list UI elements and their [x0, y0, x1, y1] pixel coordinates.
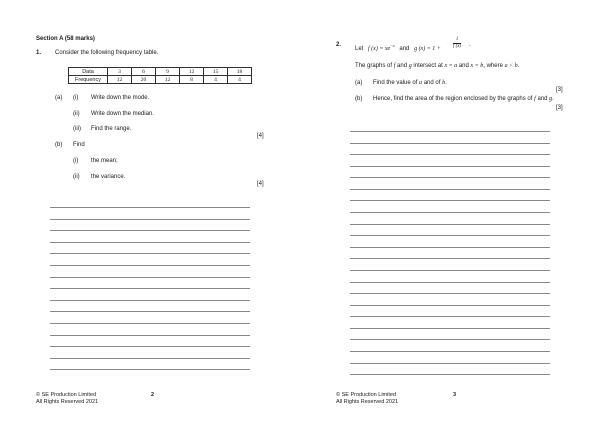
footer-copyright: © SE Production Limited [36, 392, 96, 398]
answer-line [350, 328, 550, 329]
intersect-xa: x = a [444, 63, 458, 69]
answer-line [350, 351, 550, 352]
answer-line [50, 323, 250, 324]
table-cell: 6 [132, 68, 156, 76]
answer-line [350, 166, 550, 167]
intersect-pre: The graphs of [355, 63, 393, 69]
and-word: and [399, 46, 410, 52]
page-number: 3 [453, 392, 457, 398]
q2-part-a-end: . [445, 80, 447, 86]
answer-line [50, 346, 250, 347]
q2-part-b-and: and [537, 96, 548, 102]
q2-part-a-and: and of [423, 80, 441, 86]
intersect-condition: a < b [504, 63, 518, 69]
answer-line [350, 189, 550, 190]
part-a-label: (a) [55, 95, 63, 101]
g-fraction [453, 37, 461, 50]
intersect-end: . [517, 63, 520, 69]
answer-line [350, 154, 550, 155]
answer-line [350, 270, 550, 271]
footer-rights: All Rights Reserved 2021 [36, 399, 99, 405]
g-fraction-denominator: f (x) [453, 44, 462, 49]
part-b-intro: Find [73, 142, 85, 148]
answer-line [350, 143, 550, 144]
q2-part-a-a: a [419, 80, 423, 86]
table-cell: 9 [156, 68, 180, 76]
answer-line [50, 277, 250, 278]
table-row [69, 68, 252, 76]
question-1-number: 1. [36, 50, 42, 56]
part-b-i-label: (i) [73, 158, 79, 164]
answer-line [350, 177, 550, 178]
answer-line [50, 369, 250, 370]
table-cell: 3 [108, 68, 132, 76]
answer-line [350, 247, 550, 248]
footer-copyright: © SE Production Limited [336, 392, 396, 398]
footer-rights: All Rights Reserved 2021 [336, 399, 399, 405]
part-a-ii-text: Write down the median. [91, 111, 154, 117]
section-heading: Section A (58 marks) [36, 36, 95, 42]
answer-line [50, 288, 250, 289]
answer-line [350, 339, 550, 340]
intersect-mid: intersect at [413, 63, 443, 69]
table-cell: 15 [204, 68, 228, 76]
answer-line [50, 300, 250, 301]
answer-line [50, 311, 250, 312]
q2-part-b-text [373, 96, 554, 103]
answer-line [350, 200, 550, 201]
table-header-frequency: Frequency [69, 76, 108, 84]
q2-part-a-pre: Find the value of [373, 80, 418, 86]
q2-part-b-end: . [552, 96, 554, 102]
part-a-i-label: (i) [73, 95, 79, 101]
table-row [69, 76, 252, 84]
q2-part-b-marks: [3] [556, 105, 563, 111]
answer-line [50, 230, 250, 231]
answer-line [50, 207, 250, 208]
question-1-text: Consider the following frequency table. [55, 50, 159, 56]
q2-part-a-label: (a) [355, 80, 363, 86]
let-word: Let [355, 46, 364, 52]
answer-line [350, 316, 550, 317]
part-a-marks: [4] [257, 133, 264, 139]
answer-line [50, 358, 250, 359]
part-b-ii-label: (ii) [73, 174, 80, 180]
part-b-marks: [4] [257, 181, 264, 187]
table-cell: 8 [180, 76, 204, 84]
g-fraction-numerator: 1 [453, 37, 461, 44]
g-definition: g (x) = 1 + [414, 46, 441, 52]
answer-line [350, 374, 550, 375]
q2-part-b-pre: Hence, find the area of the region enclosed by the graphs of [373, 96, 533, 102]
answer-line [350, 282, 550, 283]
q2-part-b-f: f [534, 96, 536, 102]
answer-line [350, 293, 550, 294]
intersect-where: , where [483, 63, 503, 69]
part-a-iii-label: (iii) [73, 126, 81, 132]
answer-line [350, 131, 550, 132]
intersect-xb: x = b [470, 63, 484, 69]
table-cell: 4 [204, 76, 228, 84]
answer-line [50, 219, 250, 220]
table-cell: 12 [180, 68, 204, 76]
answer-line [50, 335, 250, 336]
table-cell: 12 [156, 76, 180, 84]
part-b-i-text: the mean; [91, 158, 118, 164]
q2-part-a-b: b [442, 80, 446, 86]
part-a-i-text: Write down the mode. [91, 95, 150, 101]
part-a-iii-text: Find the range. [91, 126, 132, 132]
q2-part-a-text [373, 80, 447, 87]
q2-part-b-label: (b) [355, 96, 363, 102]
answer-line [350, 258, 550, 259]
answer-line [350, 363, 550, 364]
intersect-statement [355, 63, 519, 70]
page-number: 2 [151, 392, 155, 398]
part-b-label: (b) [55, 142, 63, 148]
f-definition: f (x) = xe [368, 46, 391, 52]
right-page [300, 0, 600, 424]
answer-line [350, 212, 550, 213]
q2-part-b-g: g [549, 96, 553, 102]
intersect-f: f [393, 63, 396, 69]
f-exponent: −x [390, 43, 395, 48]
answer-line [50, 242, 250, 243]
intersect-g: g [408, 63, 412, 69]
answer-line [350, 305, 550, 306]
frequency-table [68, 67, 252, 84]
question-2-number: 2. [336, 42, 342, 48]
table-cell: 18 [228, 68, 252, 76]
answer-line [350, 235, 550, 236]
intersect-and1: and [397, 63, 408, 69]
q2-part-a-marks: [3] [556, 87, 563, 93]
answer-line [350, 224, 550, 225]
table-cell: 20 [132, 76, 156, 84]
part-b-ii-text: the variance. [91, 174, 126, 180]
function-definition [355, 42, 441, 53]
definition-period: . [469, 42, 471, 48]
answer-line [50, 253, 250, 254]
table-header-data: Data [69, 68, 108, 76]
table-cell: 4 [228, 76, 252, 84]
part-a-ii-label: (ii) [73, 111, 80, 117]
table-cell: 12 [108, 76, 132, 84]
intersect-and2: and [458, 63, 469, 69]
answer-line [50, 265, 250, 266]
